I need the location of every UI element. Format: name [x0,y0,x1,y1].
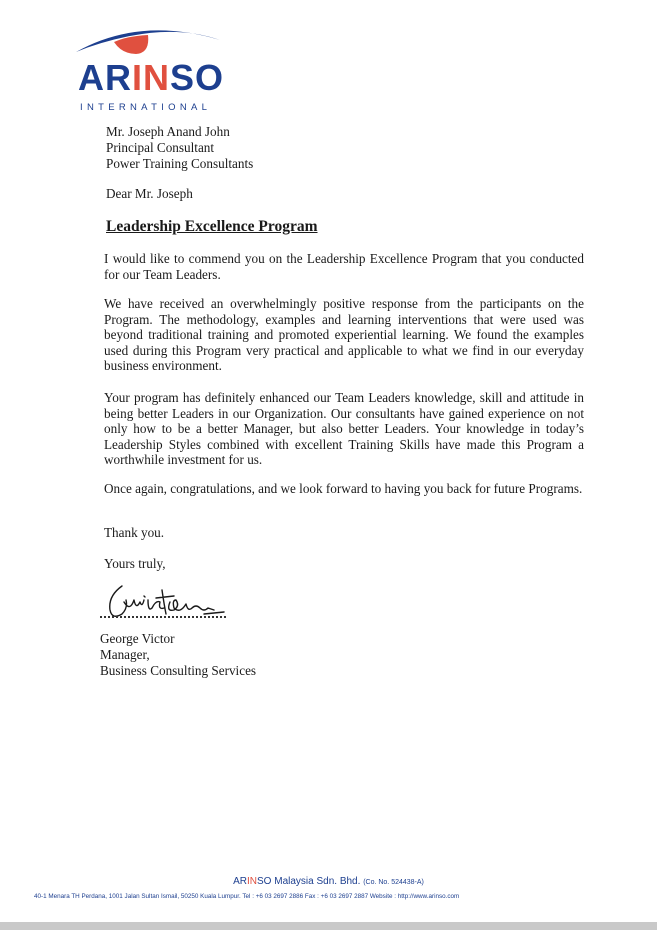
body-paragraph-1: I would like to commend you on the Leadership Excellence Program that you conducted for our Team Leaders. [104,251,584,282]
signer-block [100,631,256,680]
arinso-logo [70,22,240,112]
signer-title: Manager, [100,647,150,663]
footer-address: 40-1 Menara TH Perdana, 1001 Jalan Sultan Ismail, 50250 Kuala Lumpur. Tel : +6 03 2697 2886 Fax : +6 03 2697 2887 Website : http://www.arinso.com [34,893,460,900]
recipient-title: Principal Consultant [106,140,215,156]
signer-department: Business Consulting Services [100,663,257,679]
body-paragraph-4: Once again, congratulations, and we look forward to having you back for future Programs. [104,481,583,496]
letter-subject: Leadership Excellence Program [106,218,318,235]
closing-line: Yours truly, [104,556,166,571]
thanks-line: Thank you. [104,525,165,540]
body-paragraph-3: Your program has definitely enhanced our Team Leaders knowledge, skill and attitude in being better Leaders in our Organization. Our consultants have gained experience on not only how to be a better Manager, but also better Leaders. Your knowledge in today’s Leadership Styles combined with excellent Training Skills have made this Program a worthwhile investment for us. [104,390,584,468]
logo-wordmark: ARINSO [78,57,225,98]
salutation: Dear Mr. Joseph [106,186,193,201]
signature-line [100,616,226,618]
footer-company: ARINSO Malaysia Sdn. Bhd. (Co. No. 524438-A) [233,876,424,887]
body-paragraph-2: We have received an overwhelmingly positive response from the participants on the Program. The methodology, examples and learning interventions that were used was beyond traditional training and promoted experiential learning. We found the examples used during this Program very practical and applicable to what we find in our everyday business environment. [104,296,584,374]
recipient-address [106,124,253,173]
recipient-name: Mr. Joseph Anand John [106,124,230,139]
recipient-company: Power Training Consultants [106,156,254,172]
scan-edge [0,922,657,930]
footer-company-number: (Co. No. 524438-A) [363,879,424,886]
signer-name: George Victor [100,631,175,646]
handwritten-signature [104,578,234,628]
logo-tagline: INTERNATIONAL [80,102,212,113]
